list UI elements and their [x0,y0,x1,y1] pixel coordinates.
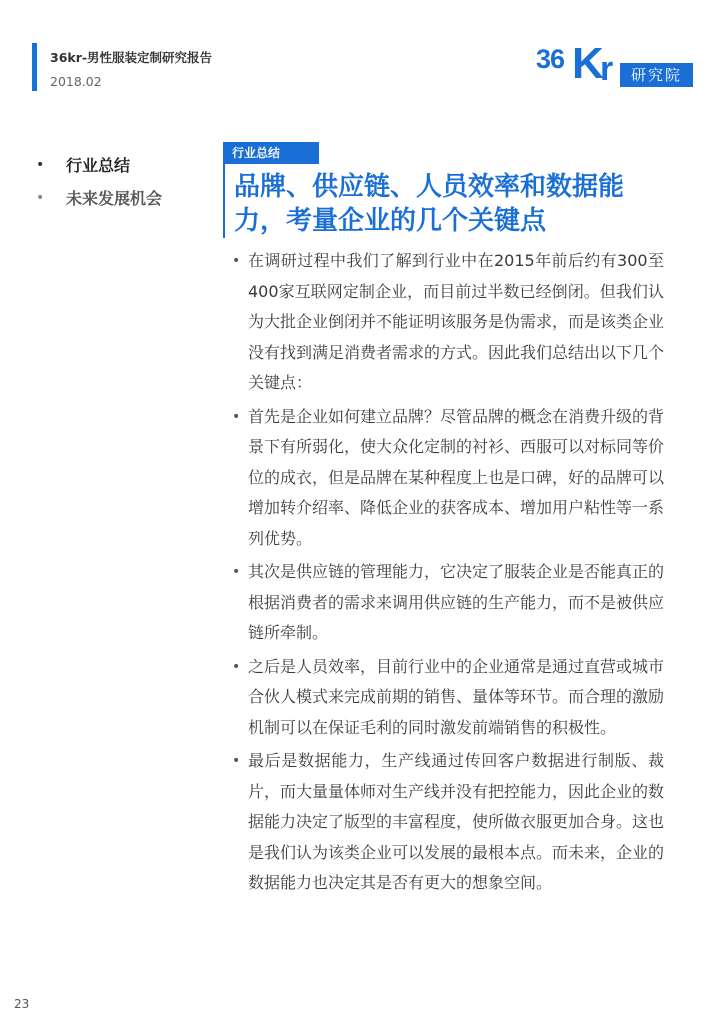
bullet-icon: • [232,658,241,675]
sidebar-item-future-opportunities[interactable] [36,181,162,214]
paragraph-text: 之后是人员效率，目前行业中的企业通常是通过直营或城市合伙人模式来完成前期的销售、量体等环节。而合理的激励机制可以在保证毛利的同时激发前端销售的积极性。 [248,656,665,737]
paragraph-text: 最后是数据能力，生产线通过传回客户数据进行制版、裁片，而大量量体师对生产线并没有把控能力，因此企业的数据能力决定了版型的丰富程度，使所做衣服更加合身。这也是我们认为该类企业可以发展的最根本点。而未来，企业的数据能力也决定其是否有更大的想象空间。 [248,751,665,892]
bullet-icon: • [36,156,45,173]
bullet-icon: • [232,408,241,425]
sidebar-nav [36,148,162,214]
logo-mark-k: K [572,39,604,88]
sidebar-item-label: 行业总结 [66,156,131,175]
sidebar-item-industry-summary[interactable] [36,148,162,181]
paragraph-text: 首先是企业如何建立品牌？尽管品牌的概念在消费升级的背景下有所弱化，使大众化定制的衬衫、西服可以对标同等价位的成衣，但是品牌在某种程度上也是口碑，好的品牌可以增加转介绍率、降低企业的获客成本、增加用户粘性等一系列优势。 [248,406,665,548]
36kr-research-logo [536,39,696,92]
body-list [232,246,664,902]
report-title: 36kr-男性服装定制研究报告 [50,50,213,65]
paragraph-text: 其次是供应链的管理能力，它决定了服装企业是否能真正的根据消费者的需求来调用供应链的生产能力，而不是被供应链所牵制。 [248,562,665,642]
list-item [232,246,664,399]
logo-label: 研究院 [620,63,693,87]
list-item [232,402,664,555]
list-item [232,557,664,649]
header-accent-bar [32,43,37,91]
sidebar-item-label: 未来发展机会 [66,189,163,208]
bullet-icon: • [232,253,241,269]
list-item [232,746,664,899]
bullet-icon: • [232,564,241,580]
bullet-icon: • [232,753,241,769]
bullet-icon: • [36,189,45,206]
list-item [232,652,664,744]
report-date: 2018.02 [50,74,102,89]
logo-mark-r: r [600,50,614,88]
section-tag: 行业总结 [225,142,319,164]
section-headline: 品牌、供应链、人员效率和数据能力，考量企业的几个关键点 [234,172,625,236]
logo-mark-36: 36 [536,44,565,74]
paragraph-text: 在调研过程中我们了解到行业中在2015年前后约有300至400家互联网定制企业，而目前过半数已经倒闭。但我们认为大批企业倒闭并不能证明该服务是伪需求，而是该类企业没有找到满足消费者需求的方式。因此我们总结出以下几个关键点： [248,251,665,392]
page-number: 23 [14,997,30,1011]
